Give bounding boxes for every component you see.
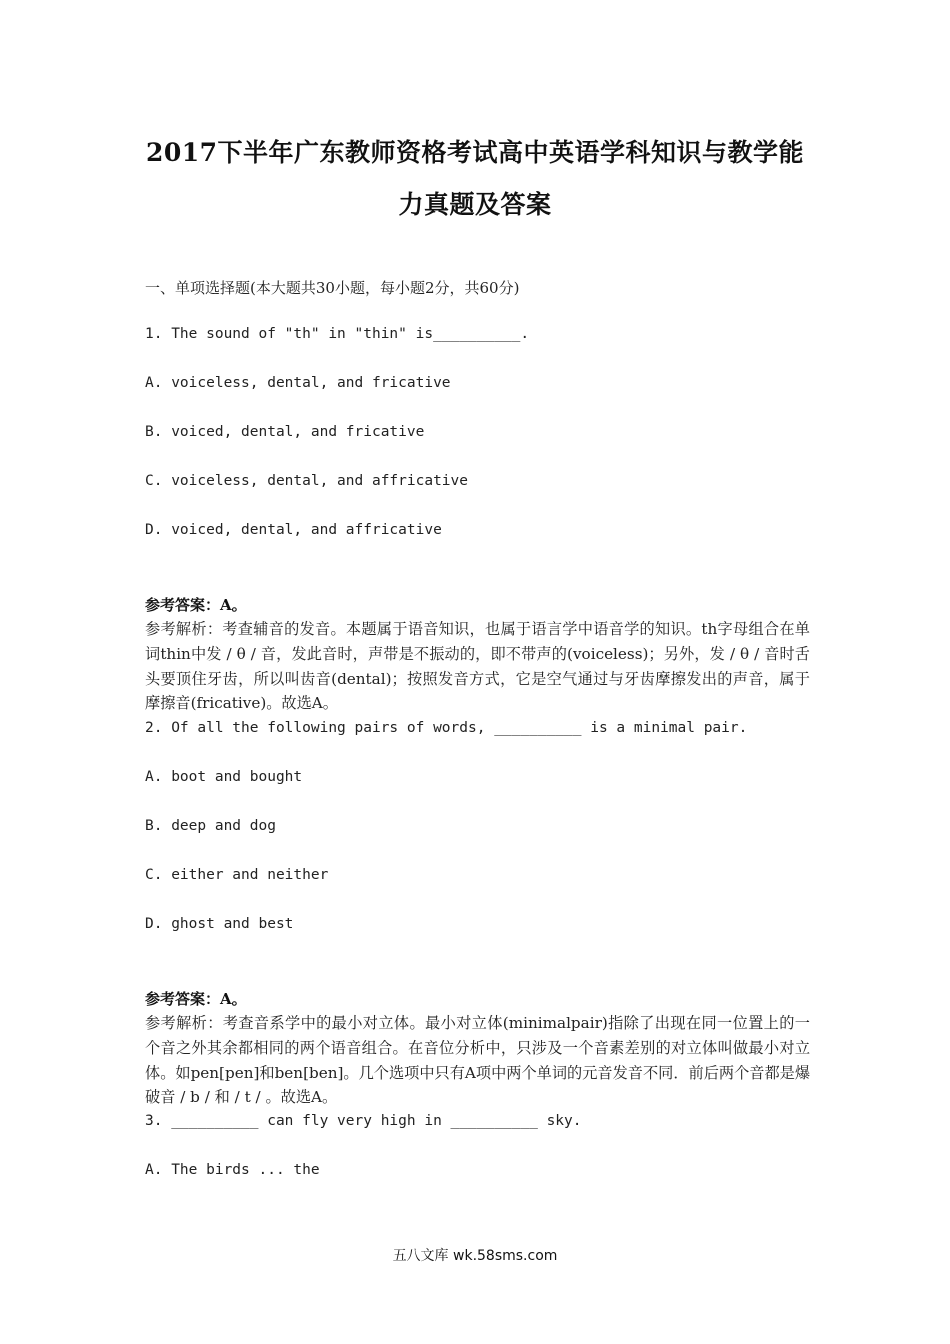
section-heading: 一、单项选择题(本大题共30小题，每小题2分，共60分) (145, 279, 520, 297)
footer-watermark: 五八文库 wk.58sms.com (392, 1248, 558, 1264)
question-1-stem: 1. The sound of "th" in "thin" is__________. (145, 326, 530, 342)
question-1-option-d: D. voiced, dental, and affricative (145, 522, 442, 538)
question-3-option-a: A. The birds ... the (145, 1162, 320, 1178)
question-2-option-b: B. deep and dog (145, 818, 276, 834)
question-2-answer: 参考答案：A。 (145, 990, 247, 1008)
document-title-line-1: 2017下半年广东教师资格考试高中英语学科知识与教学能 (145, 138, 805, 167)
question-2-option-a: A. boot and bought (145, 769, 303, 785)
question-2-stem: 2. Of all the following pairs of words, __________ is a minimal pair. (145, 720, 748, 736)
question-1-option-c: C. voiceless, dental, and affricative (145, 473, 469, 489)
question-3-stem: 3. __________ can fly very high in __________ sky. (145, 1113, 582, 1129)
question-1-option-a: A. voiceless, dental, and fricative (145, 375, 451, 391)
question-1-explanation: 参考解析：考查辅音的发音。本题属于语音知识，也属于语言学中语音学的知识。th字母组合在单词thin中发 / θ / 音，发此音时，声带是不振动的，即不带声的(voiceless)；另外，发 / θ / 音时舌头要顶住牙齿，所以叫齿音(dental)；按照发音方式，它是空气通过与牙齿摩擦发出的声音，属于摩擦音(fricative)。故选A。 (145, 620, 810, 713)
question-2-explanation: 参考解析：考查音系学中的最小对立体。最小对立体(minimalpair)指除了出现在同一位置上的一个音之外其余都相同的两个语音组合。在音位分析中，只涉及一个音素差别的对立体叫做最小对立体。如pen[pen]和ben[ben]。几个选项中只有A项中两个单词的元音发音不同．前后两个音都是爆破音 / b / 和 / t / 。故选A。 (145, 1014, 811, 1107)
document-title-line-2: 力真题及答案 (398, 190, 552, 219)
question-1-option-b: B. voiced, dental, and fricative (145, 424, 425, 440)
question-1-answer: 参考答案：A。 (145, 596, 247, 614)
question-2-option-c: C. either and neither (145, 867, 329, 883)
question-2-option-d: D. ghost and best (145, 916, 294, 932)
